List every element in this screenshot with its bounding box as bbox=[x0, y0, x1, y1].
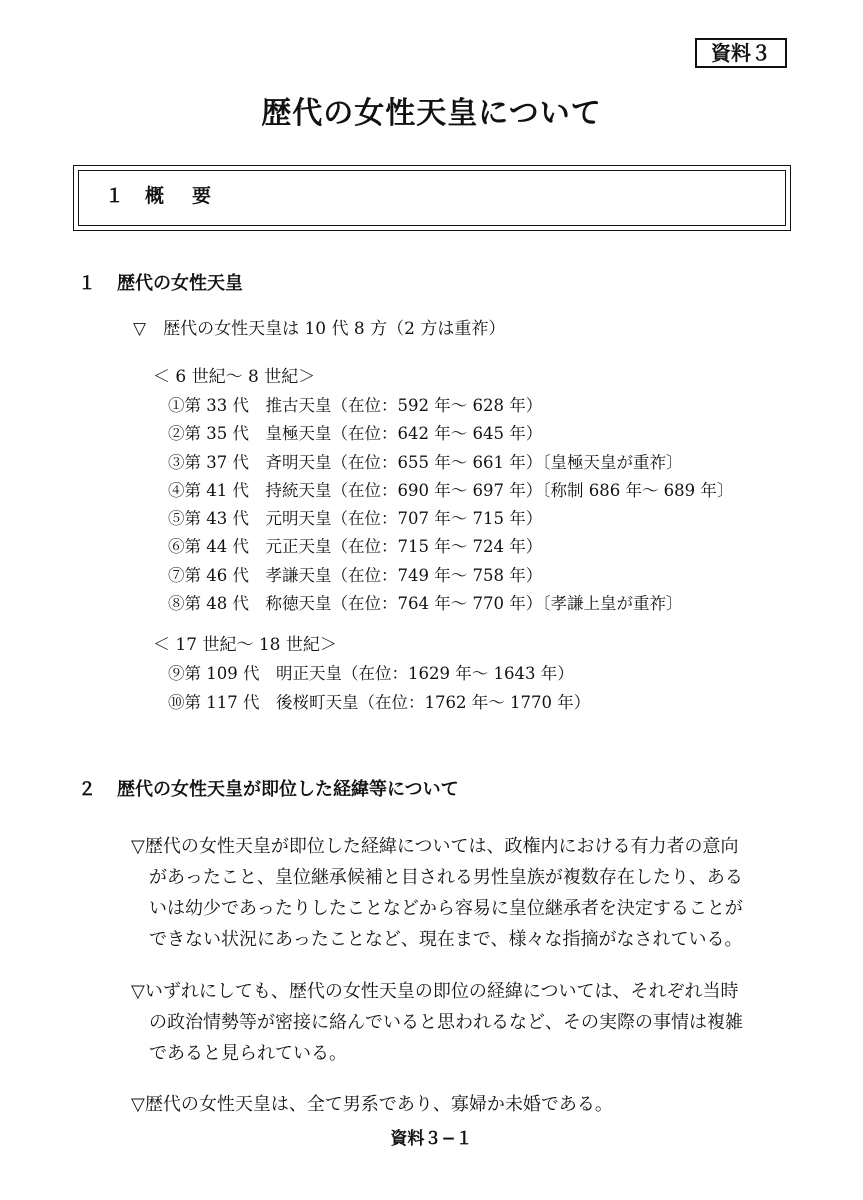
paragraph-line: の政治情勢等が密接に絡んでいると思われるなど、その実際の事情は複雑 bbox=[149, 1012, 743, 1033]
section2-number: ２ bbox=[78, 779, 96, 800]
overview-section-label: 概要 bbox=[145, 185, 240, 207]
list-item: ⑤第 43 代 元明天皇（在位：707 年〜 715 年） bbox=[168, 509, 543, 528]
list-item: ④第 41 代 持統天皇（在位：690 年〜 697 年）〔称制 686 年〜 689 年〕 bbox=[168, 481, 734, 500]
section1-intro: ▽ 歴代の女性天皇は 10 代 8 方（2 方は重祚） bbox=[133, 319, 506, 339]
list-item: ③第 37 代 斉明天皇（在位：655 年〜 661 年）〔皇極天皇が重祚〕 bbox=[168, 453, 683, 472]
list-item: ⑧第 48 代 称徳天皇（在位：764 年〜 770 年）〔孝謙上皇が重祚〕 bbox=[168, 594, 683, 613]
paragraph-line: ▽歴代の女性天皇は、全て男系であり、寡婦か未婚である。 bbox=[131, 1094, 613, 1115]
list-item: ⑨第 109 代 明正天皇（在位：1629 年〜 1643 年） bbox=[168, 664, 574, 683]
page-title: 歴代の女性天皇について bbox=[261, 96, 602, 131]
footer-label: 資料３−１ bbox=[390, 1129, 473, 1149]
section1-heading: 歴代の女性天皇 bbox=[117, 273, 243, 294]
document-label: 資料３ bbox=[695, 38, 787, 68]
section2-heading: 歴代の女性天皇が即位した経緯等について bbox=[117, 779, 459, 800]
list-item: ⑥第 44 代 元正天皇（在位：715 年〜 724 年） bbox=[168, 537, 543, 556]
overview-section-number: １ bbox=[105, 185, 125, 207]
group2-label: ＜ 17 世紀〜 18 世紀＞ bbox=[153, 635, 337, 655]
paragraph-line: であると見られている。 bbox=[149, 1043, 347, 1064]
paragraph-line: ▽いずれにしても、歴代の女性天皇の即位の経緯については、それぞれ当時 bbox=[131, 981, 739, 1002]
list-item: ⑩第 117 代 後桜町天皇（在位：1762 年〜 1770 年） bbox=[168, 693, 591, 712]
list-item: ①第 33 代 推古天皇（在位：592 年〜 628 年） bbox=[168, 396, 543, 415]
paragraph-line: があったこと、皇位継承候補と目される男性皇族が複数存在したり、ある bbox=[149, 867, 743, 888]
list-item: ②第 35 代 皇極天皇（在位：642 年〜 645 年） bbox=[168, 424, 543, 443]
paragraph-line: ▽歴代の女性天皇が即位した経緯については、政権内における有力者の意向 bbox=[131, 836, 739, 857]
paragraph-line: いは幼少であったりしたことなどから容易に皇位継承者を決定することが bbox=[149, 898, 743, 919]
group1-label: ＜ 6 世紀〜 8 世紀＞ bbox=[153, 367, 316, 387]
section1-number: １ bbox=[78, 273, 96, 294]
paragraph-line: できない状況にあったことなど、現在まで、様々な指摘がなされている。 bbox=[149, 929, 743, 950]
list-item: ⑦第 46 代 孝謙天皇（在位：749 年〜 758 年） bbox=[168, 566, 543, 585]
